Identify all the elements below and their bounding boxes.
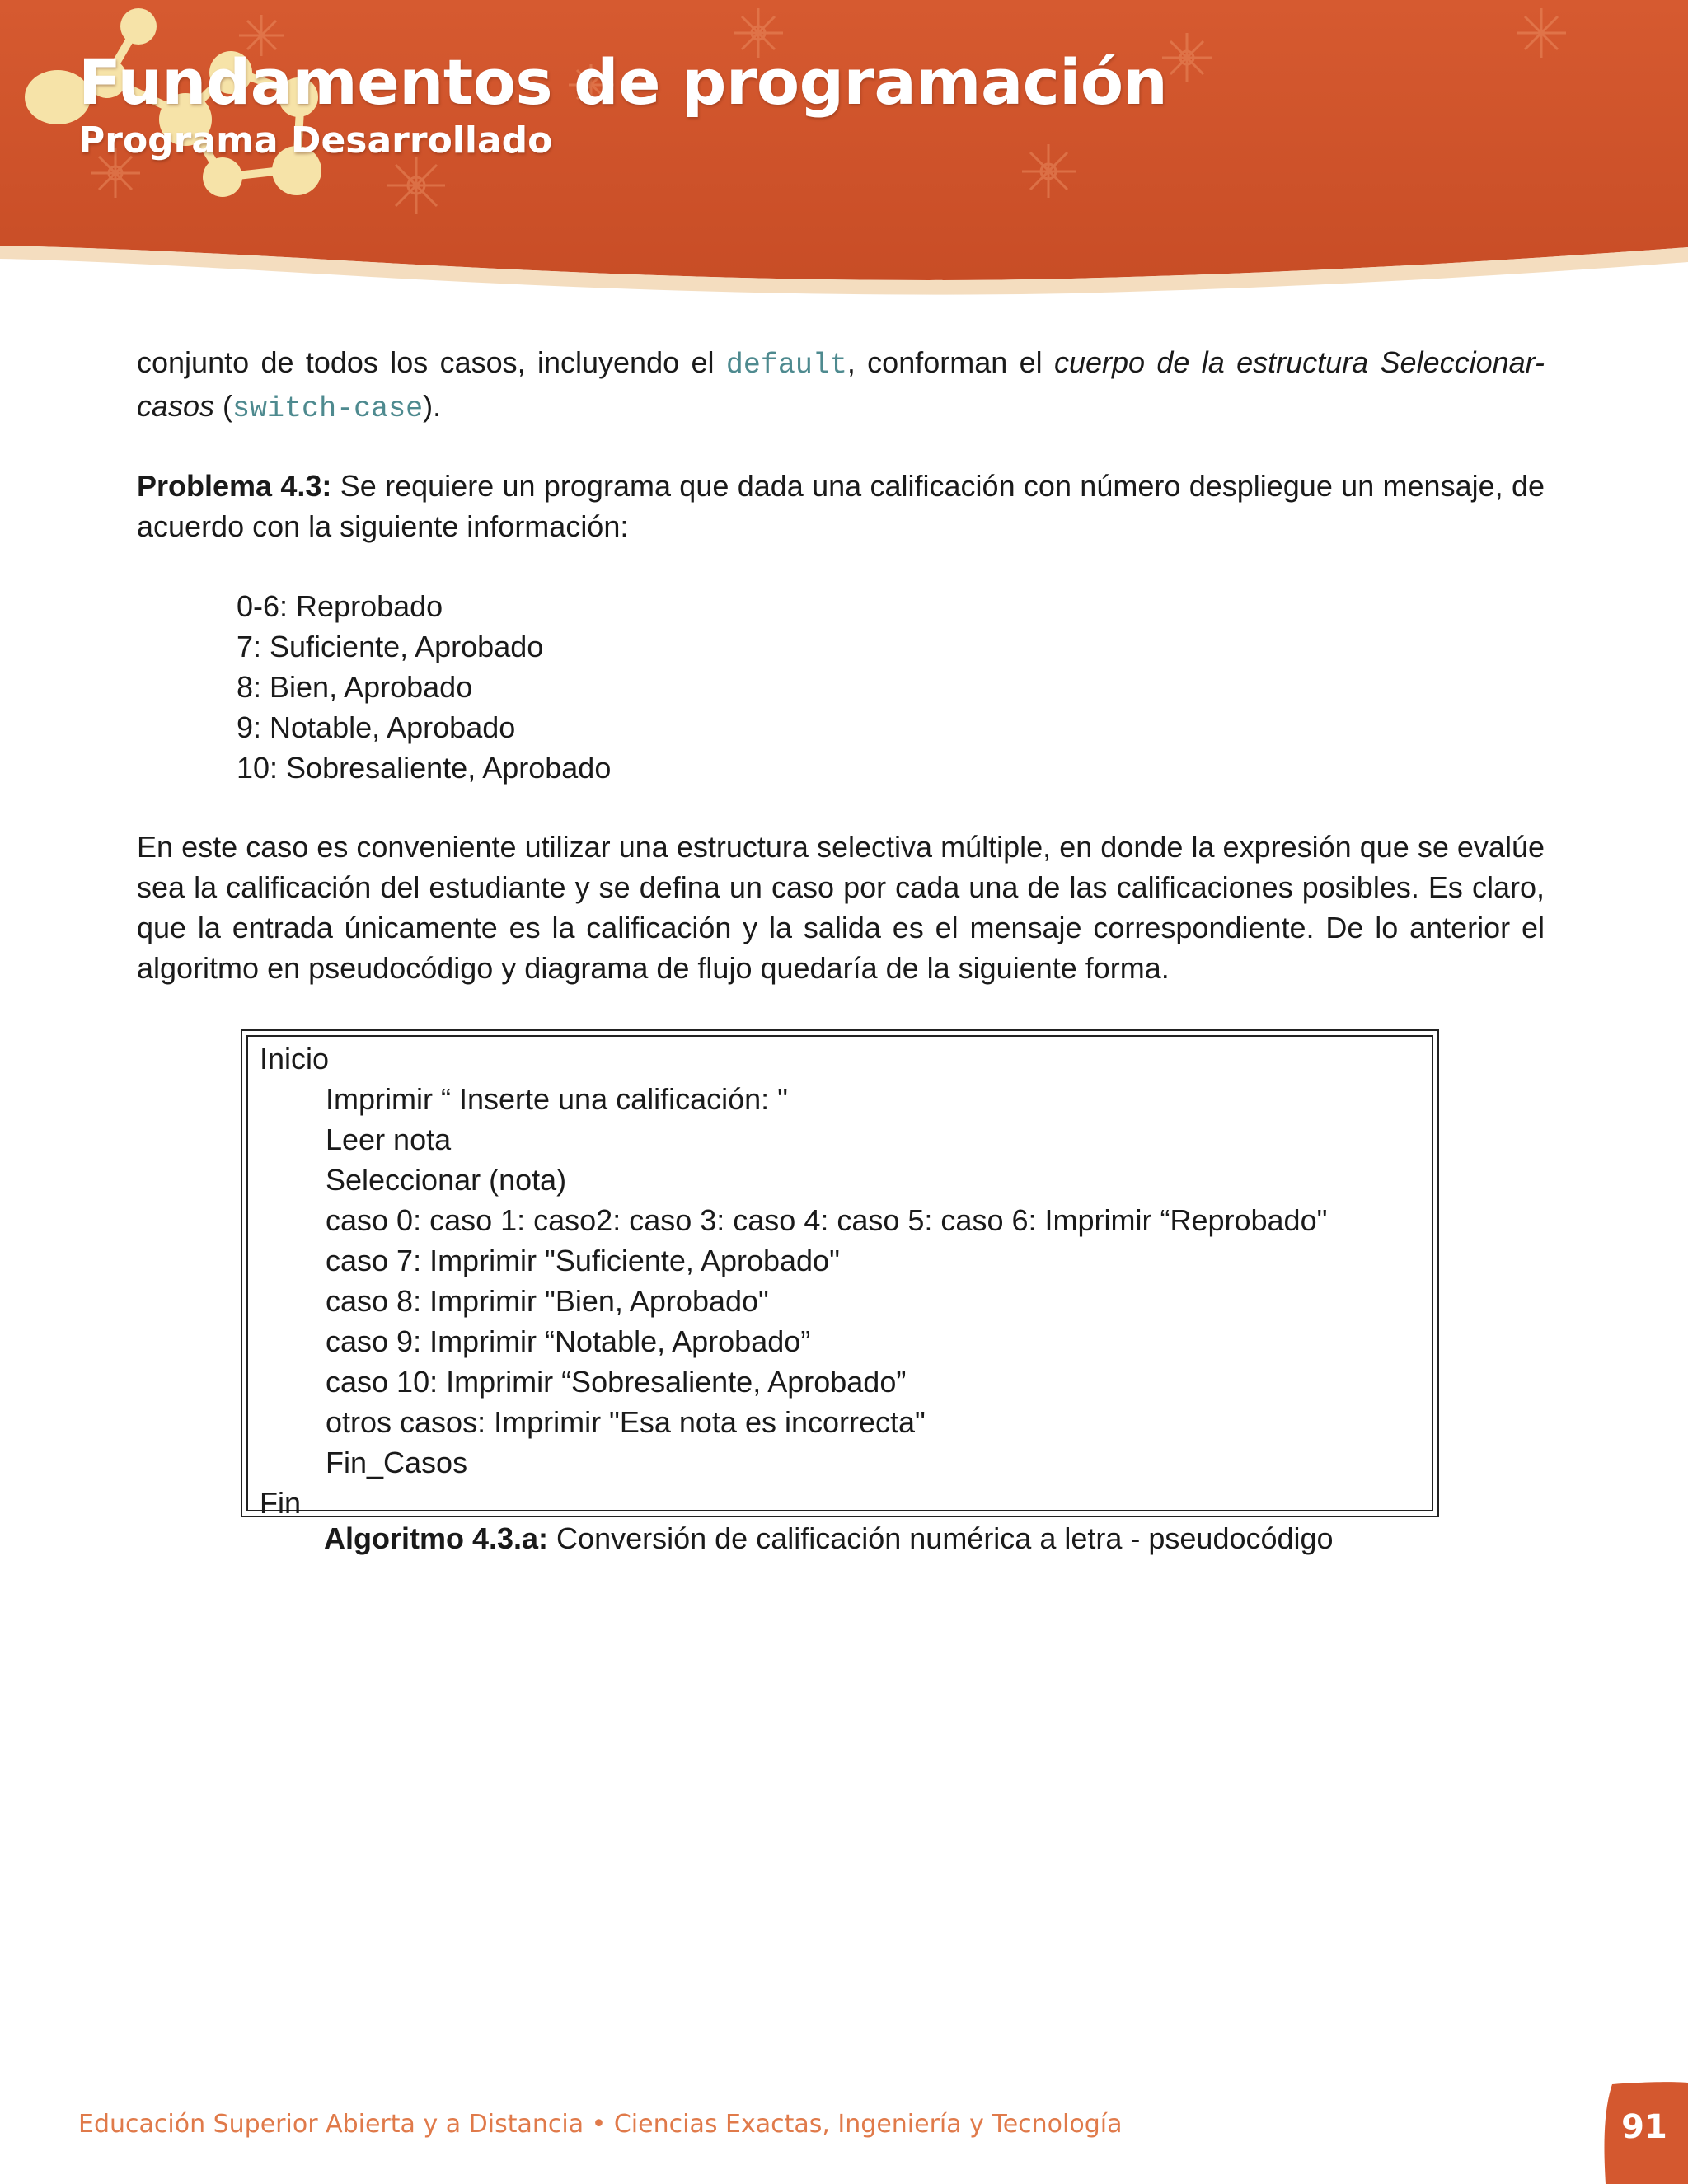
code-line: Inicio xyxy=(260,1042,330,1076)
intro-text: , conforman el xyxy=(846,345,1054,379)
list-item: 8: Bien, Aprobado xyxy=(237,670,473,704)
code-line: Leer nota xyxy=(326,1122,452,1156)
intro-paragraph xyxy=(137,342,1545,429)
pseudocode-inner-border xyxy=(246,1035,1433,1520)
problem-text: Se requiere un programa que dada una calificación con número despliegue un mensaje, de acuerdo con la siguiente información: xyxy=(137,469,1545,543)
list-item: 9: Notable, Aprobado xyxy=(237,710,516,744)
intro-text: conjunto de todos los casos, incluyendo el xyxy=(137,345,726,379)
code-switch-case: switch-case xyxy=(232,392,424,425)
code-line: caso 0: caso 1: caso2: caso 3: caso 4: caso 5: caso 6: Imprimir “Reprobado" xyxy=(326,1203,1328,1237)
intro-emphasis: cuerpo de la estructura Seleccionar-casos xyxy=(137,345,1545,423)
code-default: default xyxy=(725,349,847,382)
grade-list xyxy=(237,586,611,788)
code-line: Fin xyxy=(260,1486,302,1520)
intro-text: ( xyxy=(214,389,233,423)
intro-text: ). xyxy=(423,389,442,423)
list-item: 0-6: Reprobado xyxy=(237,589,443,623)
code-line: Imprimir “ Inserte una calificación: " xyxy=(326,1082,788,1116)
code-line: Seleccionar (nota) xyxy=(326,1163,567,1197)
problem-label: Problema 4.3: xyxy=(137,469,332,503)
algorithm-caption xyxy=(324,1518,1334,1558)
page-number: 91 xyxy=(1621,2108,1667,2146)
list-item: 10: Sobresaliente, Aprobado xyxy=(237,751,612,785)
explanation-paragraph: En este caso es conveniente utilizar una estructura selectiva múltiple, en donde la expresión que se evalúe sea la calificación del estudiante y se defina un caso por cada una de las calificaciones posibles. Es claro, que la entrada únicamente es la calificación y la salida es el mensaje correspondiente. De lo anterior el algoritmo en pseudocódigo y diagrama de flujo quedaría de la siguiente forma. xyxy=(137,830,1545,985)
footer-text: Educación Superior Abierta y a Distancia • Ciencias Exactas, Ingeniería y Tecnología xyxy=(78,2110,1123,2139)
header-banner xyxy=(0,0,1688,297)
code-line: otros casos: Imprimir "Esa nota es incorrecta" xyxy=(326,1405,926,1439)
caption-text: Conversión de calificación numérica a letra - pseudocódigo xyxy=(548,1521,1334,1555)
pseudocode-lines xyxy=(260,1038,1327,1523)
code-line: caso 7: Imprimir "Suficiente, Aprobado" xyxy=(326,1244,840,1277)
problem-statement xyxy=(137,466,1545,546)
code-line: caso 9: Imprimir “Notable, Aprobado” xyxy=(326,1324,811,1358)
pseudocode-box xyxy=(241,1029,1439,1520)
document-title: Fundamentos de programación xyxy=(78,45,1168,119)
code-line: caso 8: Imprimir "Bien, Aprobado" xyxy=(326,1284,769,1318)
document-subtitle: Programa Desarrollado xyxy=(78,120,553,162)
caption-label: Algoritmo 4.3.a: xyxy=(324,1521,549,1555)
list-item: 7: Suficiente, Aprobado xyxy=(237,630,544,663)
code-line: Fin_Casos xyxy=(326,1446,468,1479)
code-line: caso 10: Imprimir “Sobresaliente, Aprobado” xyxy=(326,1365,907,1399)
